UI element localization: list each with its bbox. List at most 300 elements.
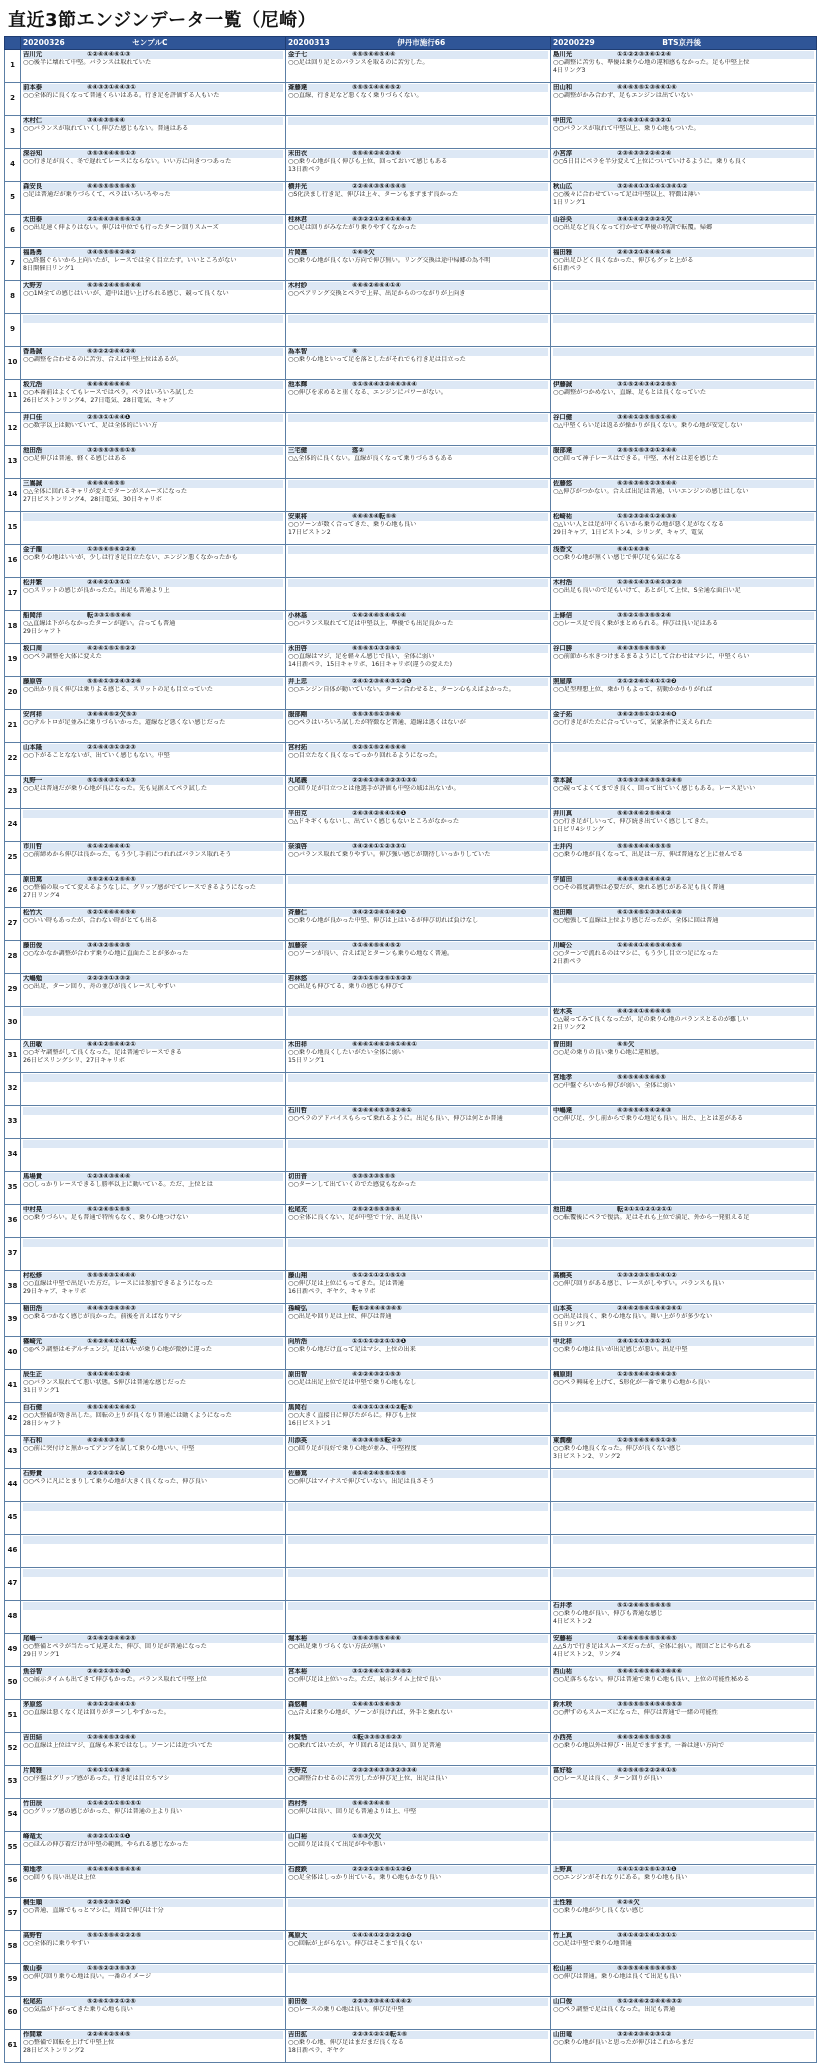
engine-comment: ○○レースの乗り心地は良い。伸び足中堅 <box>288 2006 404 2013</box>
racer-name: 菊地孝 <box>23 1866 43 1873</box>
engine-data-sheet <box>4 36 816 2063</box>
finish-positions: ①⑥⑤欠 <box>352 249 375 256</box>
finish-positions: ②②④①③④③②③①③① <box>352 777 417 784</box>
finish-positions: ③④①④②①④①③①① <box>617 1932 677 1939</box>
engine-cell <box>21 1172 286 1205</box>
engine-cell <box>551 1502 817 1535</box>
racer-line <box>288 1503 548 1511</box>
column-date: 20200229 <box>553 38 595 47</box>
racer-line <box>23 315 283 323</box>
racer-line <box>288 1800 548 1808</box>
engine-cell <box>21 50 286 83</box>
table-row <box>5 1040 817 1073</box>
racer-line <box>23 777 283 785</box>
engine-comment <box>553 1577 814 1585</box>
racer-line <box>288 909 548 917</box>
engine-cell <box>551 1238 817 1271</box>
maintenance-note <box>288 364 548 372</box>
racer-line <box>288 1536 548 1544</box>
table-row <box>5 281 817 314</box>
racer-line <box>288 1569 548 1577</box>
racer-name: 石川哲 <box>288 1107 308 1114</box>
maintenance-note: 4日ピストン2 <box>553 1618 592 1625</box>
engine-comment: ○○足は普通だが乗り心地が良になった。先も見据えてペラ試した <box>23 785 208 792</box>
row-number: 43 <box>5 1436 21 1469</box>
finish-positions: ①②⑤⑤④④②⑥⑥②⑤ <box>617 1371 677 1378</box>
racer-name: 大野芳 <box>23 282 43 289</box>
finish-positions: ③⑥⑥④⑤②欠⑤③ <box>87 711 137 718</box>
racer-line <box>288 84 548 92</box>
table-row <box>5 1535 817 1568</box>
racer-name: 魚谷智 <box>23 1668 43 1675</box>
racer-name: 中嶋達 <box>553 1107 573 1114</box>
racer-name: 為本智 <box>288 348 308 355</box>
engine-cell <box>551 413 817 446</box>
maintenance-note <box>288 100 548 108</box>
finish-positions: ⑤②①⑥⑥④⑥⑤⑥ <box>87 909 136 916</box>
finish-positions: ③④②⑥①①②③③① <box>352 843 407 850</box>
racer-line <box>288 1173 548 1181</box>
maintenance-note <box>553 1750 814 1758</box>
maintenance-note: 16日新ペラ、ギヤケ、キャリボ <box>288 1288 376 1295</box>
table-row <box>5 380 817 413</box>
finish-positions: ①①④②①①⑤①⑤① <box>87 1800 142 1807</box>
racer-line <box>23 1206 283 1214</box>
racer-name: 原田智 <box>288 1371 308 1378</box>
racer-line <box>288 975 548 983</box>
engine-cell <box>551 578 817 611</box>
maintenance-note: 4日ピストン2、リング4 <box>553 1651 621 1658</box>
row-number: 13 <box>5 446 21 479</box>
table-row <box>5 1898 817 1931</box>
engine-cell <box>21 776 286 809</box>
racer-name: 安藤裕 <box>553 1635 573 1642</box>
racer-line <box>553 150 814 158</box>
engine-cell <box>21 1040 286 1073</box>
finish-positions: ①⑤③欠欠 <box>352 1833 382 1840</box>
racer-line <box>23 1800 283 1808</box>
engine-comment <box>553 323 814 331</box>
engine-cell <box>286 1535 551 1568</box>
engine-comment: ○○回り足は良くて出足がやや悪い <box>288 1841 386 1848</box>
finish-positions: ②①④④③④⑤⑥①③ <box>87 216 142 223</box>
finish-positions: ①③⑤⑥⑤⑥②②⑥ <box>87 546 136 553</box>
engine-cell <box>286 809 551 842</box>
racer-line <box>23 480 283 488</box>
table-row <box>5 677 817 710</box>
engine-cell <box>551 611 817 644</box>
racer-line <box>553 447 814 455</box>
table-row <box>5 908 817 941</box>
column-meet: センプルC <box>132 38 168 47</box>
engine-cell <box>551 941 817 974</box>
engine-comment: ○○本番前はよくてもレースではペラ。ペラはいろいろ試した <box>23 389 194 396</box>
maintenance-note: 29日キャブ、キャリボ <box>23 1288 87 1295</box>
row-number: 29 <box>5 974 21 1007</box>
engine-cell <box>21 1535 286 1568</box>
racer-name: 吉田結 <box>23 1734 43 1741</box>
racer-name: 松井繁 <box>23 579 43 586</box>
table-row <box>5 83 817 116</box>
engine-comment: ○○エンジンがそれなりにある。乗り心地も良い <box>553 1874 688 1881</box>
maintenance-note <box>288 1387 548 1395</box>
engine-comment <box>553 1247 814 1255</box>
engine-comment <box>553 290 814 298</box>
table-row <box>5 1337 817 1370</box>
finish-positions: ②④①①①③③①②① <box>617 1338 672 1345</box>
racer-line <box>288 414 548 422</box>
finish-positions: ⑥⑤①⑥④①⑥④① <box>87 1404 136 1411</box>
finish-positions: ①③⑥①④③①④①③②③ <box>617 579 682 586</box>
racer-name: 横井光 <box>288 183 308 190</box>
racer-name: 川崎公 <box>553 942 573 949</box>
row-number: 21 <box>5 710 21 743</box>
engine-cell <box>21 479 286 512</box>
engine-cell <box>21 215 286 248</box>
table-row <box>5 248 817 281</box>
engine-comment <box>23 1082 283 1090</box>
racer-name: 宇留田 <box>553 876 573 883</box>
racer-name: 池田剛 <box>553 909 573 916</box>
engine-comment: ○○気温が下がってきた乗り心地も良い <box>23 2006 133 2013</box>
finish-positions: ③⑤⑤⑤⑤⑤④⑤④⑤⑤③ <box>617 1701 682 1708</box>
maintenance-note <box>288 1948 548 1956</box>
finish-positions: ⑥①④②⑥④④① <box>87 843 131 850</box>
engine-cell <box>21 512 286 545</box>
table-row <box>5 1106 817 1139</box>
finish-positions: ③④⑤⑤⑤⑥②⑥② <box>87 249 136 256</box>
engine-comment: ○○ギヤ調整がして良くなった。足は普通でレースできる <box>23 1049 182 1056</box>
finish-positions: ⑤①⑤④④③②④⑥③④④ <box>352 381 417 388</box>
engine-comment: ○○ペラのアドバイスもらって乗れるように。出足も良い、伸びは何とか普通 <box>288 1115 503 1122</box>
finish-positions: 転③③①⑤⑤⑥④ <box>87 612 132 619</box>
engine-comment: ○○出足ひどく良くなかった、伸びもグッと上がる <box>553 257 694 264</box>
racer-name: 小西亮 <box>553 1734 573 1741</box>
racer-line <box>23 744 283 752</box>
column-header-1 <box>21 37 286 50</box>
racer-name: 浅香文 <box>553 546 573 553</box>
engine-cell <box>21 1007 286 1040</box>
engine-cell <box>551 875 817 908</box>
engine-cell <box>21 545 286 578</box>
engine-cell <box>21 1634 286 1667</box>
engine-cell <box>21 83 286 116</box>
finish-positions: ①④①④①②②②②②❺ <box>352 1932 412 1939</box>
racer-name: 井上忠 <box>288 678 308 685</box>
racer-name: 木村仁 <box>23 117 43 124</box>
engine-comment: ○○全体的に良くなって普通くらいはある。行き足を評価する人もいた <box>23 92 220 99</box>
engine-comment: ○○転覆後にペラで復活。足はそれも上位で満足、外から一発狙える足 <box>553 1214 750 1221</box>
racer-line <box>23 876 283 884</box>
row-number: 37 <box>5 1238 21 1271</box>
table-row <box>5 1403 817 1436</box>
racer-name: 中田元 <box>553 117 573 124</box>
engine-cell <box>286 446 551 479</box>
engine-comment: ○△合えば乗り心地が、ゾーンが良ければ、外手と乗れない <box>288 1709 453 1716</box>
racer-line <box>23 645 283 653</box>
racer-name: 安河祥 <box>23 711 43 718</box>
maintenance-note <box>23 595 283 603</box>
row-number: 34 <box>5 1139 21 1172</box>
maintenance-note: 28日ピストンリング2 <box>23 2047 85 2054</box>
maintenance-note <box>553 925 814 933</box>
racer-line <box>23 1965 283 1973</box>
engine-cell <box>286 1634 551 1667</box>
maintenance-note <box>23 1321 283 1329</box>
finish-positions: ⑥④①⑥③⑥ <box>617 546 650 553</box>
engine-comment: ○○前締めから伸びは良かった、もう少し手前につれればバランス取れそう <box>23 851 232 858</box>
row-number: 14 <box>5 479 21 512</box>
racer-line <box>553 1437 814 1445</box>
engine-comment: ○○後々に合わせていって足は中堅以上、特徴は薄い <box>553 191 700 198</box>
finish-positions: ⑥⑥⑥⑥⑥⑥⑥④ <box>87 381 131 388</box>
engine-comment: ○○乗り心地、伸び足はまだまだ良くなる <box>288 2039 404 2046</box>
engine-comment: ○○普通、直線でもっとマシに。周回で伸びは十分 <box>23 1907 164 1914</box>
maintenance-note: 3日ピストン2、リング2 <box>553 1453 621 1460</box>
engine-cell <box>21 644 286 677</box>
engine-cell <box>21 1799 286 1832</box>
engine-cell <box>551 182 817 215</box>
maintenance-note: 26日ピストンリング4、27日電気、28日電気、キャブ <box>23 397 175 404</box>
maintenance-note <box>553 1849 814 1857</box>
row-number: 55 <box>5 1832 21 1865</box>
maintenance-note <box>553 727 814 735</box>
maintenance-note <box>23 430 283 438</box>
racer-line <box>553 117 814 125</box>
finish-positions: ④②⑤④⑤②②②④①⑤ <box>617 1767 677 1774</box>
engine-comment: ○○伸び回りがある感じ、レースがしやすい。バランスも良い <box>553 1280 725 1287</box>
maintenance-note <box>553 562 814 570</box>
maintenance-note <box>288 1585 548 1593</box>
engine-comment: ○○乗り心地が良く伸びも上位、回っておいて感じもある <box>288 158 448 165</box>
finish-positions: ⑥④①②⑤④④②① <box>87 1041 136 1048</box>
table-row <box>5 1172 817 1205</box>
engine-comment: ○○テルトロが足並みに乗りづらいかった。道線など悪くない感じだった <box>23 719 226 726</box>
finish-positions: ③⑤④③⑤⑤⑥④⑥ <box>352 1635 401 1642</box>
racer-name: 村松修 <box>23 1272 43 1279</box>
engine-comment: ○○エンジン自体が動いていない。ターン合わせると、ターン心もえばよかった。 <box>288 686 515 693</box>
maintenance-note: 1日リング1 <box>553 199 586 206</box>
engine-comment <box>553 1511 814 1519</box>
finish-positions: ③④④③⑤⑥④ <box>87 117 125 124</box>
engine-comment: ○○下がることなないが、出ていく感じもない。中堅 <box>23 752 170 759</box>
racer-line <box>553 348 814 356</box>
row-number: 40 <box>5 1337 21 1370</box>
racer-name: 平田克 <box>288 810 308 817</box>
engine-cell <box>21 347 286 380</box>
maintenance-note: 27日ピストンリング4、28日電気、30日キャリボ <box>23 496 162 503</box>
racer-line <box>553 315 814 323</box>
maintenance-note <box>288 1453 548 1461</box>
racer-line <box>553 1932 814 1940</box>
engine-cell <box>551 512 817 545</box>
row-number: 27 <box>5 908 21 941</box>
engine-comment: ○○伸び足は上位にもってきた。足は普通 <box>288 1280 404 1287</box>
engine-cell <box>551 1931 817 1964</box>
engine-comment: ○○バランスが取れて中堅以上、乗り心地もついた。 <box>553 125 700 132</box>
engine-cell <box>551 2030 817 2063</box>
engine-comment: ○△直線は下がらなかったターンが遅い。合っても普通 <box>23 620 176 627</box>
row-number: 42 <box>5 1403 21 1436</box>
engine-table-body <box>5 37 817 2063</box>
engine-comment: ○○足の乗りの良い乗り心地に違和感。 <box>553 1049 663 1056</box>
engine-comment: ○○乗り心地以外は伸び・出足でまずまず。一番は速い方向で <box>553 1742 725 1749</box>
racer-name: 茅原悠 <box>23 1701 43 1708</box>
maintenance-note <box>23 925 283 933</box>
row-number: 11 <box>5 380 21 413</box>
engine-cell <box>551 1040 817 1073</box>
engine-cell <box>286 1205 551 1238</box>
racer-line <box>553 282 814 290</box>
finish-positions: ②②④⑥②⑤④⑤ <box>87 2031 131 2038</box>
engine-comment: ○○行き足がたたに合っていって、気象条件に支えられた <box>553 719 713 726</box>
racer-line <box>23 1998 283 2006</box>
maintenance-note <box>553 628 814 636</box>
engine-comment: ○△いい人とは足が中くらいから乗り心地が悪く足がなくなる <box>553 521 725 528</box>
engine-cell <box>286 743 551 776</box>
maintenance-note <box>288 958 548 966</box>
racer-line <box>553 1041 814 1049</box>
engine-table <box>4 36 817 2063</box>
maintenance-note <box>553 232 814 240</box>
table-row <box>5 743 817 776</box>
engine-cell <box>551 1832 817 1865</box>
engine-cell <box>286 50 551 83</box>
maintenance-note <box>23 1255 283 1263</box>
engine-cell <box>21 1733 286 1766</box>
racer-name: 上野真 <box>553 1866 573 1873</box>
racer-name: 西山祐 <box>553 1668 573 1675</box>
racer-name: 西村秀 <box>288 1800 308 1807</box>
maintenance-note <box>288 826 548 834</box>
engine-comment: ○○乗り心地が良くなって、出足は一方、伸ば普通など上に並んでる <box>553 851 744 858</box>
finish-positions: ⑤①②④⑥②②④⑥⑥③② <box>617 1998 682 2005</box>
column-meet: BTS京丹後 <box>662 38 701 47</box>
engine-cell <box>551 974 817 1007</box>
engine-comment: ○○出足乗りづらくない方法が無い <box>288 1643 386 1650</box>
engine-cell <box>286 1568 551 1601</box>
maintenance-note <box>288 2014 548 2022</box>
racer-line <box>23 1833 283 1841</box>
racer-name: 井口佳 <box>23 414 43 421</box>
racer-name: 萬原大 <box>288 1932 308 1939</box>
finish-positions: ①転③③⑤③⑤②③ <box>352 1734 402 1741</box>
racer-line <box>288 1602 548 1610</box>
row-number: 38 <box>5 1271 21 1304</box>
racer-name: 平石和 <box>23 1437 43 1444</box>
table-row <box>5 809 817 842</box>
row-number: 5 <box>5 182 21 215</box>
engine-comment: ○○いい時もあったが、合わない時がとても出る <box>23 917 158 924</box>
racer-line <box>553 1338 814 1346</box>
maintenance-note <box>553 1255 814 1263</box>
finish-positions: ⑥⑥④①④⑥②⑥①④⑥① <box>352 1041 417 1048</box>
engine-cell <box>551 1964 817 1997</box>
table-row <box>5 149 817 182</box>
finish-positions: ⑤③⑤③③⑤⑤⑤ <box>352 1173 396 1180</box>
racer-line <box>288 1998 548 2006</box>
engine-comment <box>553 1478 814 1486</box>
row-number: 61 <box>5 2030 21 2063</box>
finish-positions: ③⑤③⑥④⑥⑤①③ <box>87 150 136 157</box>
engine-cell <box>286 875 551 908</box>
racer-line <box>553 1569 814 1577</box>
finish-positions: ③①②⑥④①③②④⑤② <box>352 1668 412 1675</box>
maintenance-note <box>23 1222 283 1230</box>
finish-positions: ⑥⑤欠 <box>617 1041 635 1048</box>
engine-cell <box>286 281 551 314</box>
engine-cell <box>286 182 551 215</box>
finish-positions: ①②③④③⑥④④ <box>87 1173 131 1180</box>
maintenance-note <box>23 1783 283 1791</box>
finish-positions: ④④⑥⑤⑤①③⑥⑥①⑥ <box>617 84 677 91</box>
engine-comment <box>23 1610 283 1618</box>
engine-comment: ○○全体的に乗りやすい <box>23 1940 90 1947</box>
maintenance-note <box>553 2047 814 2055</box>
engine-cell <box>21 1271 286 1304</box>
finish-positions: ②②①④②①❷ <box>87 1470 125 1477</box>
racer-name: 宮本裕 <box>288 1668 308 1675</box>
maintenance-note <box>288 232 548 240</box>
row-number: 52 <box>5 1733 21 1766</box>
row-number: 18 <box>5 611 21 644</box>
row-number: 39 <box>5 1304 21 1337</box>
engine-comment <box>553 1544 814 1552</box>
racer-line <box>288 1668 548 1676</box>
table-row <box>5 1667 817 1700</box>
maintenance-note <box>23 562 283 570</box>
racer-name: 小林基 <box>288 612 308 619</box>
racer-name: 三宅健 <box>288 447 308 454</box>
row-number: 54 <box>5 1799 21 1832</box>
engine-comment: ○○出かり良く伸びは乗りよる感じる、スリットの足も目立っていた <box>23 686 213 693</box>
racer-line <box>288 1932 548 1940</box>
racer-name: 伊藤誠 <box>553 381 573 388</box>
engine-comment: ○○乗り心地が少し良くない感じ <box>553 1907 645 1914</box>
racer-line <box>23 1536 283 1544</box>
maintenance-note <box>288 1750 548 1758</box>
racer-line <box>23 1404 283 1412</box>
engine-comment <box>553 1181 814 1189</box>
engine-comment: ○○乗り心地だけ直って足はマシ、上位の出来 <box>288 1346 416 1353</box>
engine-comment: ○○回り足が良好で乗り心地が並み、中堅程度 <box>288 1445 417 1452</box>
finish-positions: ②②④④③⑤④⑤④⑤ <box>352 183 407 190</box>
finish-positions: ③①⑥⑥⑤⑥④⑤② <box>352 942 401 949</box>
table-row <box>5 1073 817 1106</box>
finish-positions: ⑤⑤③⑤⑤①③⑥⑥ <box>352 711 401 718</box>
racer-line <box>553 810 814 818</box>
engine-cell <box>286 1733 551 1766</box>
racer-name: 松崎祐 <box>553 513 573 520</box>
finish-positions: ③⑤②⑥①②⑤④⑤ <box>87 876 136 883</box>
finish-positions: ②④④②①③①① <box>87 579 131 586</box>
engine-cell <box>21 1766 286 1799</box>
engine-cell <box>21 1106 286 1139</box>
engine-comment: ○○足は中堅で乗り心地普通 <box>553 1940 632 1947</box>
engine-comment: ○○乗りづらい。足も普通で特所もなく、乗り心地つけない <box>23 1214 189 1221</box>
table-row <box>5 512 817 545</box>
engine-cell <box>551 1535 817 1568</box>
maintenance-note <box>288 1189 548 1197</box>
racer-name: 篠崎元 <box>23 1338 43 1345</box>
engine-comment: ○△中堅くらい足は返るが操かりが良くない。乗り心地が安定しない <box>553 422 743 429</box>
engine-comment <box>288 323 548 331</box>
racer-line <box>553 1668 814 1676</box>
finish-positions: ⑤④①⑥④①②④ <box>87 1371 131 1378</box>
racer-line <box>288 1470 548 1478</box>
racer-name: 稲田浩 <box>23 1305 43 1312</box>
engine-comment <box>23 1577 283 1585</box>
